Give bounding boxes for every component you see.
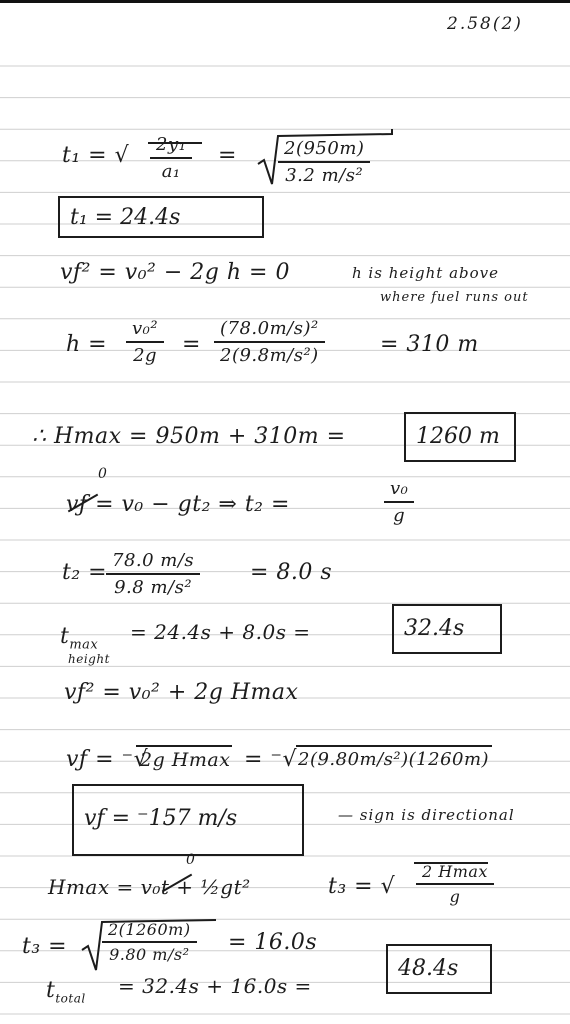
vf-zero-mark: 0 bbox=[98, 466, 107, 482]
t2-fraction bbox=[106, 550, 200, 598]
vf3-equation: vƒ² = v₀² + 2g Hmax bbox=[64, 680, 299, 705]
vf2-denominator: g bbox=[393, 505, 406, 526]
hmax2-equation: Hmax = v₀t + ½gt² bbox=[48, 875, 251, 899]
vf4-radical2-bar bbox=[296, 745, 492, 747]
t1-sub-fraction bbox=[278, 138, 370, 186]
h-note-line-2: where fuel runs out bbox=[380, 290, 529, 305]
hmax2-zero-mark: 0 bbox=[186, 852, 195, 868]
t3b-result: = 16.0s bbox=[228, 930, 318, 955]
vf4-lhs: vƒ = ⁻√ bbox=[66, 747, 149, 772]
h-lhs: h = bbox=[66, 332, 108, 357]
problem-id: 2.58(2) bbox=[447, 14, 523, 34]
t2-result: = 8.0 s bbox=[250, 560, 333, 585]
t2-numerator: 78.0 m/s bbox=[106, 550, 200, 575]
tmax-lhs bbox=[60, 624, 98, 652]
t2-lhs: t₂ = bbox=[62, 560, 108, 585]
vf2-numerator: v₀ bbox=[384, 478, 414, 503]
tmax-subscript: max bbox=[69, 637, 99, 653]
t1-fraction bbox=[150, 134, 192, 182]
h-equals: = bbox=[182, 332, 201, 357]
t1-sub-numerator: 2(950m) bbox=[278, 138, 370, 163]
vf-result-box: vƒ = ⁻157 m/s bbox=[72, 784, 304, 856]
h-fraction bbox=[126, 318, 164, 366]
ttotal-symbol: t bbox=[46, 978, 56, 1003]
h-note-line-1: h is height above bbox=[352, 264, 500, 282]
t2-denominator: 9.8 m/s² bbox=[114, 577, 193, 598]
ttotal-equation: = 32.4s + 16.0s = bbox=[118, 974, 312, 998]
tmax-equation: = 24.4s + 8.0s = bbox=[130, 620, 311, 644]
h-sub-denominator: 2(9.8m/s²) bbox=[220, 345, 319, 366]
t3-lhs: t₃ = √ bbox=[328, 874, 396, 899]
hmax-equation: ∴ Hmax = 950m + 310m = bbox=[32, 424, 346, 449]
tmax-result-box: 32.4s bbox=[392, 604, 502, 654]
h-sub-numerator: (78.0m/s)² bbox=[214, 318, 325, 343]
h-result: = 310 m bbox=[380, 332, 479, 357]
h-numerator: v₀² bbox=[126, 318, 164, 343]
vf4-equals: = ⁻√ bbox=[244, 747, 298, 772]
sign-note: — sign is directional bbox=[338, 806, 515, 824]
t1-result-box: t₁ = 24.4s bbox=[58, 196, 264, 238]
h-sub-fraction bbox=[214, 318, 325, 366]
tmax-underscript: height bbox=[68, 652, 110, 666]
t1-formula: t₁ = √ bbox=[62, 143, 130, 168]
vf4-radicand: 2g Hmax bbox=[140, 749, 231, 771]
t3b-lhs: t₃ = bbox=[22, 934, 68, 959]
t3-denominator: g bbox=[449, 887, 461, 906]
t3-fraction bbox=[416, 862, 494, 906]
vf-equation: vƒ² = v₀² − 2g h = 0 bbox=[60, 260, 290, 285]
t1-equals: = bbox=[218, 143, 237, 168]
t3b-numerator: 2(1260m) bbox=[102, 920, 197, 943]
vf2-fraction bbox=[384, 478, 414, 526]
ttotal-subscript: total bbox=[55, 991, 86, 1006]
t1-denominator: a₁ bbox=[161, 161, 181, 182]
t3b-denominator: 9.80 m/s² bbox=[109, 945, 190, 964]
vf4-radicand2: 2(9.80m/s²)(1260m) bbox=[298, 749, 490, 770]
hmax-result-box: 1260 m bbox=[404, 412, 516, 462]
t3-numerator: 2 Hmax bbox=[416, 862, 494, 885]
vf2-equation: vƒ = v₀ − gt₂ ⇒ t₂ = bbox=[66, 492, 290, 517]
t3b-fraction bbox=[102, 920, 197, 964]
ttotal-lhs bbox=[46, 978, 86, 1005]
vf4-radical-bar bbox=[136, 745, 232, 747]
h-denominator: 2g bbox=[133, 345, 158, 366]
ttotal-result-box: 48.4s bbox=[386, 944, 492, 994]
t1-sub-denominator: 3.2 m/s² bbox=[285, 165, 364, 186]
tmax-symbol: t bbox=[60, 624, 70, 649]
t1-numerator: 2y₁ bbox=[150, 134, 192, 159]
